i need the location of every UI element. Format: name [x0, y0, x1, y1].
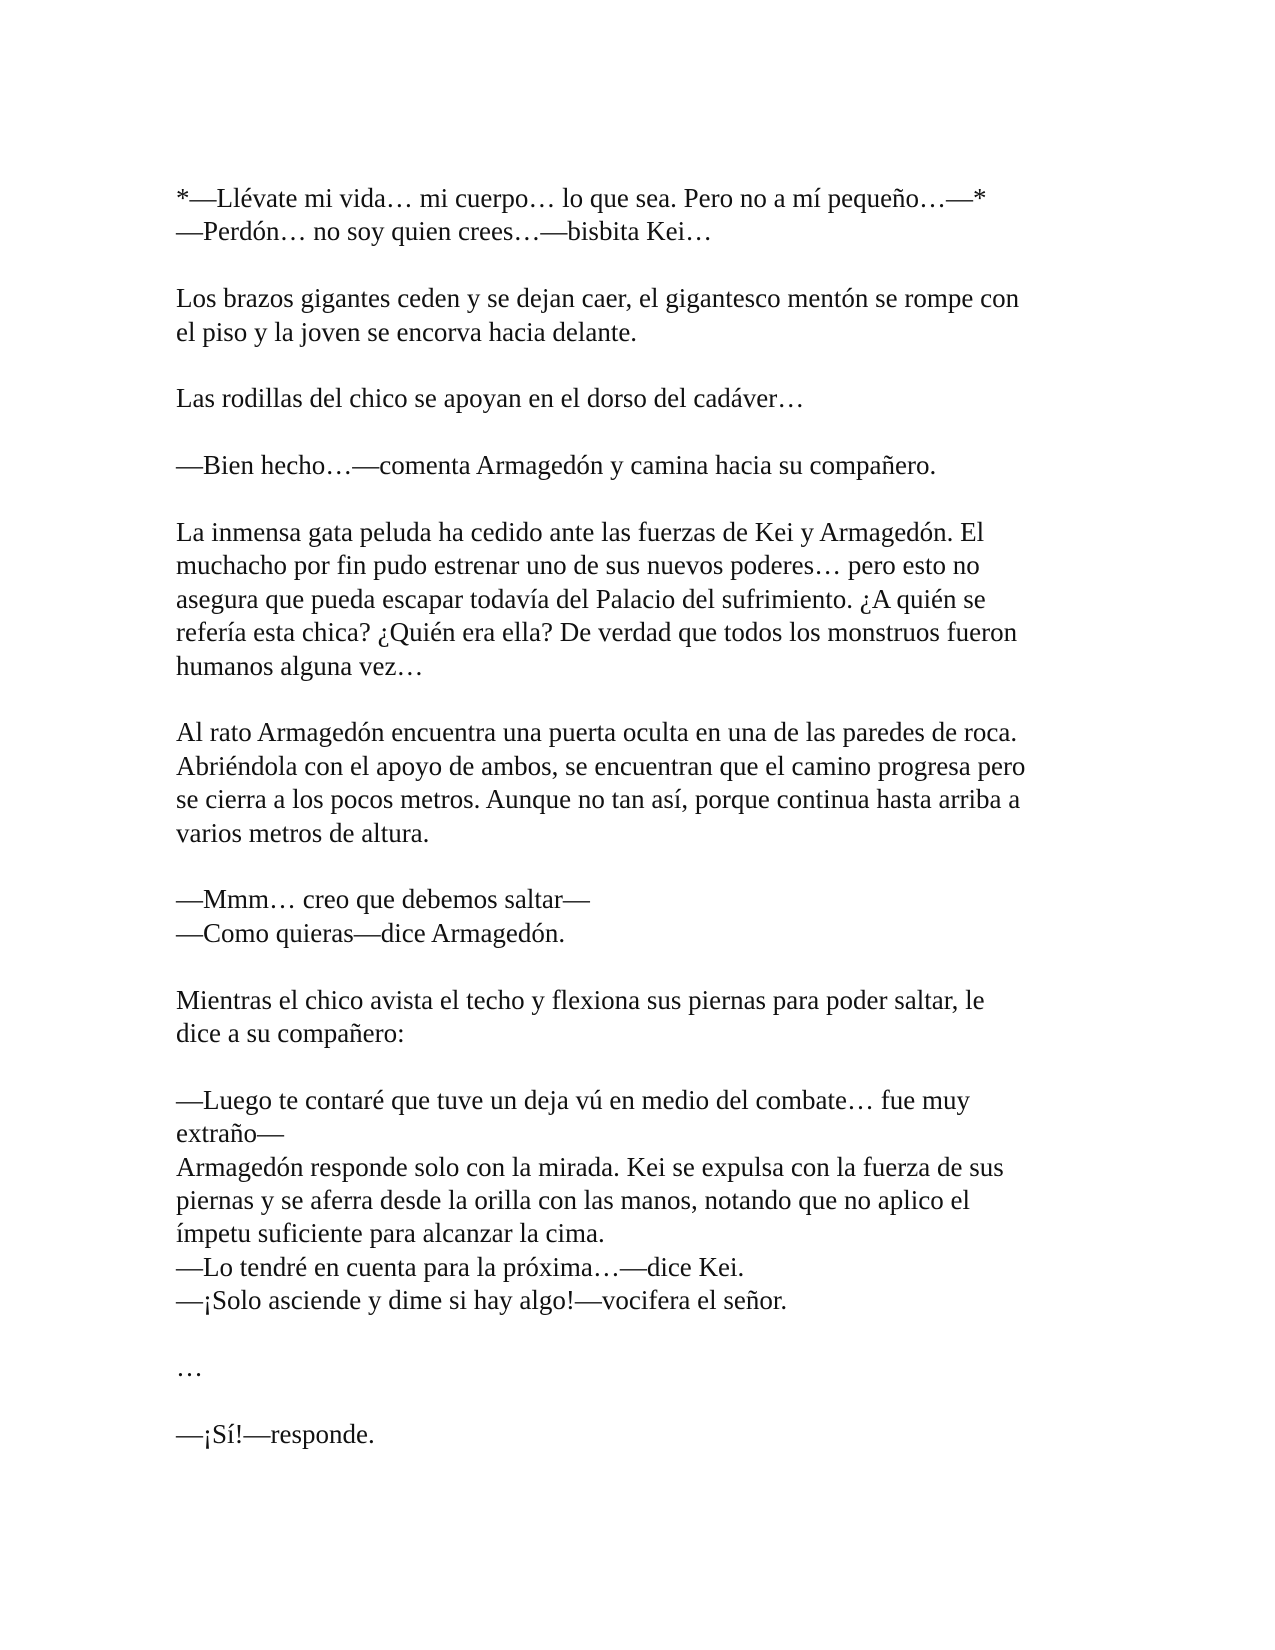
paragraph-11: [176, 1418, 1106, 1451]
text-line: Las rodillas del chico se apoyan en el dorso del cadáver…: [176, 383, 805, 414]
text-line: piernas y se aferra desde la orilla con las manos, notando que no aplico el: [176, 1185, 970, 1216]
text-line: Mientras el chico avista el techo y flexiona sus piernas para poder saltar, le: [176, 984, 985, 1015]
text-line: *—Llévate mi vida… mi cuerpo… lo que sea. Pero no a mí pequeño…—*: [176, 183, 987, 213]
text-line: …: [176, 1352, 203, 1383]
text-line: —¡Sí!—responde.: [176, 1418, 375, 1449]
text-line: —Luego te contaré que tuve un deja vú en medio del combate… fue muy: [176, 1084, 970, 1115]
text-line: —Perdón… no soy quien crees…—bisbita Kei…: [176, 216, 713, 247]
text-line: La inmensa gata peluda ha cedido ante las fuerzas de Kei y Armagedón. El: [176, 517, 985, 547]
paragraph-8: [176, 984, 1106, 1051]
text-line: dice a su compañero:: [176, 1018, 405, 1049]
text-line: extraño—: [176, 1118, 284, 1149]
text-line: Abriéndola con el apoyo de ambos, se encuentran que el camino progresa pero: [176, 750, 1026, 781]
paragraph-6: [176, 716, 1106, 850]
text-line: se cierra a los pocos metros. Aunque no tan así, porque continua hasta arriba a: [176, 784, 1021, 815]
text-line: —Lo tendré en cuenta para la próxima…—dice Kei.: [176, 1251, 745, 1282]
paragraph-4: [176, 449, 1106, 482]
paragraph-5: [176, 516, 1106, 683]
text-line: ímpetu suficiente para alcanzar la cima.: [176, 1218, 605, 1249]
paragraph-10: [176, 1351, 1106, 1384]
paragraph-9: [176, 1084, 1106, 1318]
text-line: varios metros de altura.: [176, 817, 430, 848]
text-line: refería esta chica? ¿Quién era ella? De verdad que todos los monstruos fueron: [176, 617, 1018, 648]
paragraph-7: [176, 883, 1106, 950]
document-body: [176, 182, 1106, 1451]
text-line: el piso y la joven se encorva hacia delante.: [176, 316, 638, 347]
paragraph-2: [176, 282, 1106, 349]
text-line: —¡Solo asciende y dime si hay algo!—vocifera el señor.: [176, 1285, 788, 1316]
text-line: Armagedón responde solo con la mirada. Kei se expulsa con la fuerza de sus: [176, 1151, 1004, 1182]
paragraph-3: [176, 382, 1106, 415]
text-line: —Bien hecho…—comenta Armagedón y camina hacia su compañero.: [176, 450, 937, 481]
paragraph-1: [176, 182, 1106, 249]
text-line: Los brazos gigantes ceden y se dejan caer, el gigantesco mentón se rompe con: [176, 283, 1020, 314]
text-line: asegura que pueda escapar todavía del Palacio del sufrimiento. ¿A quién se: [176, 583, 986, 614]
text-line: —Mmm… creo que debemos saltar—: [176, 884, 590, 915]
text-line: muchacho por fin pudo estrenar uno de sus nuevos poderes… pero esto no: [176, 550, 980, 581]
text-line: —Como quieras—dice Armagedón.: [176, 917, 566, 948]
text-line: humanos alguna vez…: [176, 650, 424, 681]
text-line: Al rato Armagedón encuentra una puerta oculta en una de las paredes de roca.: [176, 717, 1018, 748]
